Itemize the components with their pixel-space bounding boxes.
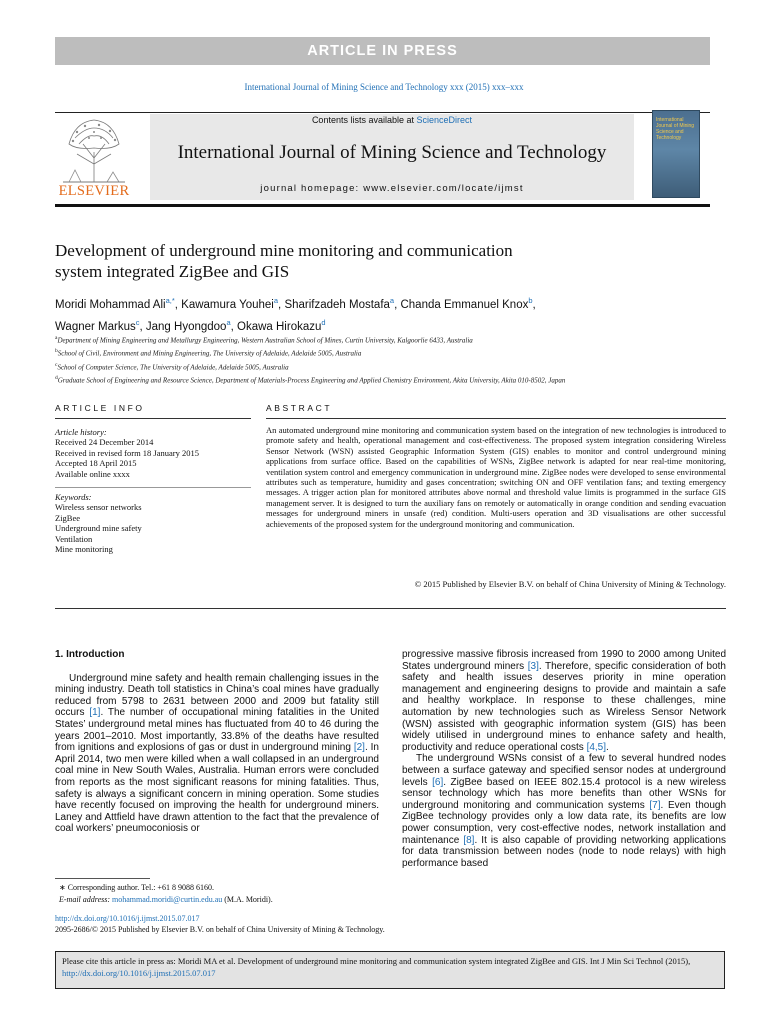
affiliation-text: Graduate School of Engineering and Resource Science, Department of Materials-Process Engineering and Applied Chemistry Environment, Akita University, Akita 010-8502, Japan <box>57 376 566 385</box>
paragraph-text: . Therefore, specific consideration of both safety and health issues deserves priority in mine operation management and engineering designs to provide and maintain a safe and healthy workplace. In response to these challenges, mine automation by new technologies such as Wireless Sensor Network (WSN) assisted with geographic information system (GIS) has been widely utilised in underground mines to enhance safety and health, productivity and reduce operational costs <box>402 660 726 753</box>
journal-reference[interactable]: International Journal of Mining Science and Technology xxx (2015) xxx–xxx <box>244 82 524 92</box>
contents-line <box>150 115 634 125</box>
author-name: Jang Hyongdoo <box>145 320 227 333</box>
journal-title: International Journal of Mining Science and Technology <box>177 142 607 163</box>
affiliation-text: Department of Mining Engineering and Metallurgy Engineering, Western Australian School of Mines, Curtin University, Kalgoorlie 6433, Australia <box>57 336 473 345</box>
abstract-text: An automated underground mine monitoring and communication system based on the integration of new technologies is introduced to promote safety and health, operational management and cost-effectiveness. The proposed system integration considering Wireless Sensor Network (WSN) assisted Geographic Information System (GIS) enables to monitor and control underground mining applications from surface office. Based on the capabilities of WSNs, ZigBee network is adapted for near real-time monitoring, ventilation system control and emergency communication in underground mine. ZigBee nodes were developed to sense environmental attributes such as temperature, humidity and gases concentration; switching ON and OFF ventilation fans; and texting emergency messages. A trigger action plan for monitored attributes above normal and threshold value limits is programmed in the surface GIS management server. It is designed to turn the auxiliary fans on remotely or automatically in orange condition and sending evacuation messages for underground miners in unsafe (red) condition. Multi-users operation and 3D visualisations are other successful achievements of the proposed system for the underground monitoring and communication. <box>266 425 726 529</box>
email-note <box>55 894 379 906</box>
sciencedirect-link[interactable]: ScienceDirect <box>416 115 473 125</box>
intro-paragraph-1-continued <box>402 649 726 753</box>
author-name: Sharifzadeh Mostafa <box>284 298 390 311</box>
section-heading: 1. Introduction <box>55 649 125 660</box>
article-info-heading: ARTICLE INFO <box>55 403 145 413</box>
paragraph-text: The underground WSNs consist of a few to several hundred nodes between a surface gateway and specified sensor nodes at underground levels <box>402 753 726 788</box>
paragraph-text: . It is also capable of providing networking applications for data transmission between nodes (node to node relays) with high performance based <box>402 834 726 869</box>
history-label: Article history: <box>55 427 107 437</box>
author-name: Wagner Markus <box>55 320 136 333</box>
article-history <box>55 427 251 479</box>
paragraph-text: . In April 2014, two men were killed when a wall collapsed in an underground coal mine in New South Wales, Australia. Human errors were concluded from reports as the most significant reasons for mining fatalities. Thus, safety is always a significant concern in mining operation. Some studies have recently focused on improving the health for underground miners. Laney and Attfield have drawn attention to the fact that the prevalence of coal workers’ pneumoconiosis or <box>55 742 379 835</box>
history-entry: Available online xxxx <box>55 468 130 479</box>
journal-cover-thumbnail <box>652 110 700 198</box>
affiliation-marker: a <box>55 335 58 341</box>
footnotes <box>55 882 379 905</box>
affiliation-item <box>55 360 735 373</box>
affiliation-item <box>55 346 735 359</box>
keyword-item: Wireless sensor networks <box>55 502 142 513</box>
paragraph-text: . Even though ZigBee technology provides only a low data rate, its benefits are low power consumption, very cost-effective nodes, network installation and maintenance <box>402 799 726 846</box>
corresponding-author-note: ∗ Corresponding author. Tel.: +61 8 9088 6160. <box>59 883 214 892</box>
citation-box <box>55 951 725 989</box>
article-in-press-banner: ARTICLE IN PRESS <box>55 37 710 65</box>
paragraph-text: . ZigBee based on IEEE 802.15.4 protocol is a new wireless sensor technology which has more benefits than other WSNs for underground monitoring and communication systems <box>402 776 726 811</box>
affiliation-marker: c <box>55 361 58 368</box>
title-line-1: Development of underground mine monitoring and communication <box>55 241 513 260</box>
affiliations <box>55 333 735 386</box>
author-affiliation-marker[interactable]: c <box>135 317 140 327</box>
masthead-bottom-rule <box>55 204 710 207</box>
masthead-top-rule <box>55 112 710 113</box>
footnote-rule <box>55 878 150 879</box>
author-affiliation-marker[interactable]: d <box>321 317 326 327</box>
issn-line: 2095-2686/© 2015 Published by Elsevier B.V. on behalf of China University of Mining & Technology. <box>55 924 385 934</box>
author-name: Okawa Hirokazu <box>237 320 322 333</box>
citation-reference-link[interactable]: [7] <box>649 799 661 811</box>
email-label: E-mail address: <box>59 894 111 904</box>
history-list <box>55 437 251 479</box>
author-separator: , <box>139 320 146 333</box>
citation-doi-link[interactable]: http://dx.doi.org/10.1016/j.ijmst.2015.07.017 <box>62 968 216 978</box>
author-separator: , <box>394 298 401 311</box>
email-link[interactable]: mohammad.moridi@curtin.edu.au <box>112 894 223 904</box>
paragraph-text: . The number of occupational mining fatalities in the United States’ underground metal mines has fluctuated from 40 to 46 during the years 2001–2010. Most importantly, 33.8% of the deaths have resulted from ignitions and explosions of gas or dust in underground mining <box>55 707 380 754</box>
journal-homepage[interactable]: journal homepage: www.elsevier.com/locate/ijmst <box>260 183 524 194</box>
body-right-column <box>402 649 726 869</box>
citation-reference-link[interactable]: [4,5] <box>586 741 607 753</box>
email-suffix: (M.A. Moridi). <box>224 894 273 904</box>
article-title <box>55 240 715 282</box>
citation-reference-link[interactable]: [1] <box>89 707 101 719</box>
affiliation-text: School of Computer Science, The University of Adelaide, Adelaide 5005, Australia <box>57 362 289 371</box>
author-affiliation-marker[interactable]: a,* <box>165 296 175 305</box>
citation-reference-link[interactable]: [2] <box>353 742 365 754</box>
affiliation-marker: d <box>55 374 58 381</box>
keyword-item: ZigBee <box>55 512 81 523</box>
history-entry: Received 24 December 2014 <box>55 437 154 448</box>
author-list <box>55 292 715 336</box>
author-separator: , <box>174 298 182 311</box>
author-affiliation-marker[interactable]: b <box>528 296 533 305</box>
history-entry: Received in revised form 18 January 2015 <box>55 447 199 458</box>
abstract-heading: ABSTRACT <box>266 403 333 413</box>
history-entry: Accepted 18 April 2015 <box>55 458 137 469</box>
author-affiliation-marker[interactable]: a <box>273 296 279 305</box>
author-name: Kawamura Youhei <box>181 298 274 311</box>
authors-line-1 <box>55 292 715 314</box>
author-separator: , <box>230 320 238 333</box>
affiliation-item <box>55 333 735 346</box>
abstract-copyright: © 2015 Published by Elsevier B.V. on behalf of China University of Mining & Technology. <box>414 579 726 589</box>
affiliation-text: School of Civil, Environment and Mining Engineering, The University of Adelaide, Adelaide 5005, Australia <box>57 349 362 358</box>
doi-link[interactable]: http://dx.doi.org/10.1016/j.ijmst.2015.07.017 <box>55 914 200 923</box>
paragraph-text: Underground mine safety and health remain challenging issues in the mining industry. Death toll statistics in China’s coal mines have gradually reduced from 5798 to 2631 between 2000 and 2009 but fatality still occurs <box>55 672 379 719</box>
intro-paragraph-1 <box>55 673 379 835</box>
author-separator: , <box>278 298 285 311</box>
citation-reference-link[interactable]: [6] <box>432 776 444 788</box>
paragraph-text: progressive massive fibrosis increased from 1990 to 2000 among United States underground miners <box>402 649 726 672</box>
author-affiliation-marker[interactable]: a <box>226 317 231 327</box>
body-left-column <box>55 649 379 835</box>
title-line-2: system integrated ZigBee and GIS <box>55 262 290 281</box>
keywords-rule <box>55 487 251 488</box>
abstract-rule <box>266 418 726 419</box>
keywords <box>55 492 251 554</box>
keyword-item: Ventilation <box>55 533 93 544</box>
author-name: Chanda Emmanuel Knox <box>400 298 529 311</box>
author-name: Moridi Mohammad Ali <box>55 298 166 311</box>
keywords-label: Keywords: <box>55 492 92 502</box>
citation-reference-link[interactable]: [3] <box>527 660 539 672</box>
article-info-rule <box>55 418 251 419</box>
citation-reference-link[interactable]: [8] <box>463 834 475 846</box>
paragraph-text: . <box>606 741 609 753</box>
keyword-item: Underground mine safety <box>55 523 142 534</box>
author-affiliation-marker[interactable]: a <box>389 296 395 305</box>
doi-block <box>55 914 655 935</box>
citation-text: Please cite this article in press as: Moridi MA et al. Development of underground mine monitoring and communication system integrated ZigBee and GIS. Int J Min Sci Technol (2015), <box>62 956 691 966</box>
contents-prefix: Contents lists available at <box>311 115 414 125</box>
affiliation-item <box>55 373 735 386</box>
cover-title: International Journal of Mining Science and Technology <box>656 117 695 141</box>
abstract-bottom-rule <box>55 608 726 609</box>
affiliation-marker: b <box>55 348 58 355</box>
keyword-item: Mine monitoring <box>55 544 113 555</box>
elsevier-wordmark: ELSEVIER <box>58 183 130 199</box>
author-separator: , <box>532 298 536 311</box>
keywords-list <box>55 502 251 554</box>
intro-paragraph-2 <box>402 753 726 869</box>
